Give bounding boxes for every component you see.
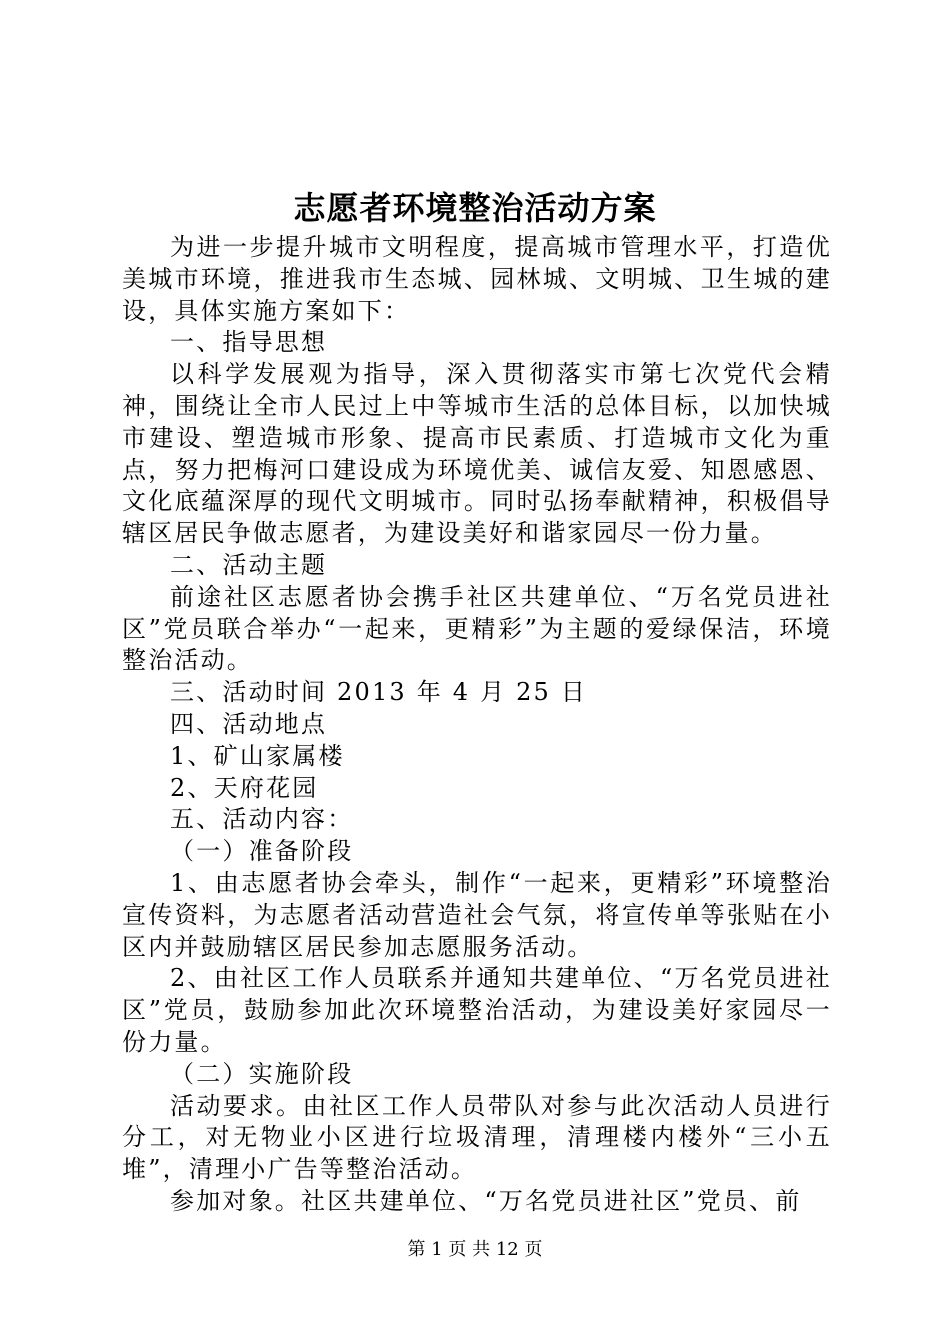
- document-body: [122, 232, 832, 1218]
- heading-activity-location: 四、活动地点: [170, 709, 328, 738]
- paragraph-intro: 为进一步提升城市文明程度，提高城市管理水平，打造优美城市环境，推进我市生态城、园林城、文明城、卫生城的建设，具体实施方案如下：: [122, 233, 832, 325]
- heading-activity-content: 五、活动内容：: [170, 805, 354, 834]
- location-item: 1、矿山家属楼: [170, 741, 345, 770]
- heading-activity-time: 三、活动时间 2013 年 4 月 25 日: [170, 678, 588, 707]
- paragraph-preparation-1: 1、由志愿者协会牵头，制作“一起来，更精彩”环境整治宣传资料，为志愿者活动营造社会气氛，将宣传单等张贴在小区内并鼓励辖区居民参加志愿服务活动。: [122, 868, 832, 961]
- paragraph-activity-theme: 前途社区志愿者协会携手社区共建单位、“万名党员进社区”党员联合举办“一起来，更精彩”为主题的爱绿保洁，环境整治活动。: [122, 582, 832, 675]
- location-item: 2、天府花园: [170, 773, 319, 802]
- document-title: 志愿者环境整治活动方案: [293, 189, 657, 227]
- paragraph-guiding-ideology: 以科学发展观为指导，深入贯彻落实市第七次党代会精神，围绕让全市人民过上中等城市生活的总体目标，以加快城市建设、塑造城市形象、提高市民素质、打造城市文化为重点，努力把梅河口建设成为环境优美、诚信友爱、知恩感恩、文化底蕴深厚的现代文明城市。同时弘扬奉献精神，积极倡导辖区居民争做志愿者，为建设美好和谐家园尽一份力量。: [122, 360, 832, 548]
- subheading-preparation: （一）准备阶段: [170, 837, 354, 866]
- paragraph-requirements: 活动要求。由社区工作人员带队对参与此次活动人员进行分工，对无物业小区进行垃圾清理，清理楼内楼外“三小五堆”，清理小广告等整治活动。: [122, 1091, 832, 1184]
- paragraph-participants: 参加对象。社区共建单位、“万名党员进社区”党员、前: [170, 1186, 802, 1215]
- page-footer: 第 1 页 共 12 页: [407, 1239, 543, 1260]
- subheading-implementation: （二）实施阶段: [170, 1059, 354, 1088]
- heading-guiding-ideology: 一、指导思想: [170, 328, 328, 357]
- paragraph-preparation-2: 2、由社区工作人员联系并通知共建单位、“万名党员进社区”党员，鼓励参加此次环境整治活动，为建设美好家园尽一份力量。: [122, 964, 832, 1056]
- heading-activity-theme: 二、活动主题: [170, 550, 328, 579]
